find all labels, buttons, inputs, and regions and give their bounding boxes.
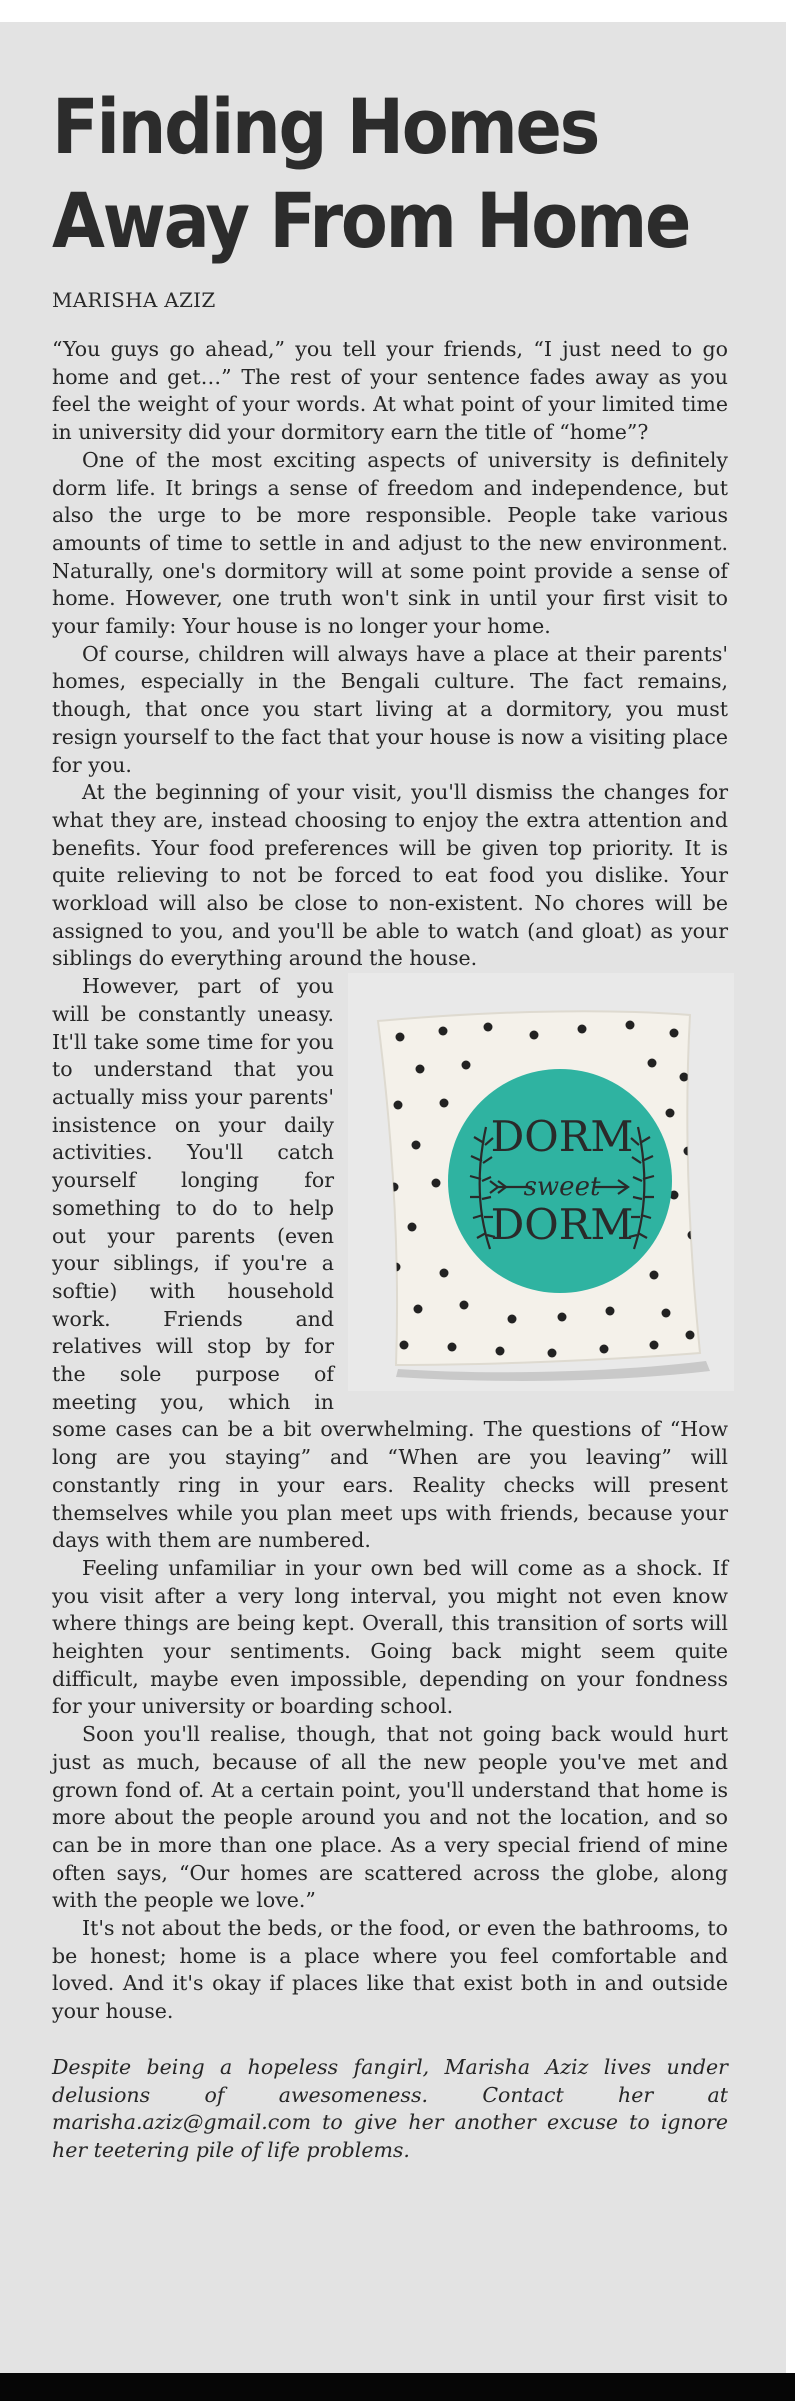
paragraph-8: It's not about the beds, or the food, or even the bathrooms, to be honest; home is a place where you feel comfortable and loved. And it's okay if places like that exist both in and outside your house. [52,1916,728,2024]
paragraph-6: Feeling unfamiliar in your own bed will come as a shock. If you visit after a very long interval, you might not even know where things are being kept. Overall, this transition of sorts will heighten your sentiments. Going back might seem quite difficult, maybe even impossible, depending on your fondness for your university or boarding school. [52,1555,728,1719]
page-background [0,22,795,2373]
paragraph-4: At the beginning of your visit, you'll dismiss the changes for what they are, instead choosing to enjoy the extra attention and benefits. Your food preferences will be given top priority. It is quite relieving to not be forced to eat food you dislike. Your workload will also be close to non-existent. No chores will be assigned to you, and you'll be able to watch (and gloat) as your siblings do everything around the house. [52,780,728,971]
pillow-word-bottom: DORM [490,1200,634,1250]
dorm-sweet-dorm-pillow-image [348,973,734,1391]
author-bio: Despite being a hopeless fangirl, Marisha Aziz lives under delusions of awesomeness. Contact her at marisha.aziz@gmail.com to give her another excuse to ignore her teetering pile of life problems. [52,2054,728,2162]
bottom-bar [0,2373,795,2401]
paragraph-2: One of the most exciting aspects of university is definitely dorm life. It brings a sense of freedom and independence, but also the urge to be more responsible. People take various amounts of time to settle in and adjust to the new environment. Naturally, one's dormitory will at some point provide a sense of home. However, one truth won't sink in until your first visit to your family: Your house is no longer your home. [52,447,728,639]
paragraph-7: Soon you'll realise, though, that not going back would hurt just as much, because of all the new people you've met and grown fond of. At a certain point, you'll understand that home is more about the people around you and not the location, and so can be in more than one place. As a very special friend of mine often says, “Our homes are scattered across the globe, along with the people we love.” [52,1722,728,1913]
title-line-1: Finding Homes [52,82,599,171]
title-line-2: Away From Home [52,176,690,265]
pillow-word-top: DORM [490,1112,634,1162]
article-body [52,336,728,2026]
paragraph-3: Of course, children will always have a place at their parents' homes, especially in the Bengali culture. The fact remains, though, that once you start living at a dormitory, you must resign yourself to the fact that your house is now a visiting place for you. [52,641,728,777]
author-byline: MARISHA AZIZ [52,288,216,312]
article [52,80,728,2165]
paragraph-5: However, part of you will be constantly uneasy. It'll take some time for you to understand that you actually miss your parents' insistence on your daily activities. You'll catch yourself longing for something to do to help out your parents (even your siblings, if you're a softie) with household work. Friends and relatives will stop by for the sole purpose of meeting you, which in some cases can be a bit overwhelming. The questions of “How long are you staying” and “When are you leaving” will constantly ring in your ears. Reality checks will present themselves while you plan meet ups with friends, because your days with them are numbered. [52,974,728,1553]
pillow-illustration [348,973,734,1391]
paragraph-1: “You guys go ahead,” you tell your friends, “I just need to go home and get…” The rest of your sentence fades away as you feel the weight of your words. At what point of your limited time in university did your dormitory earn the title of “home”? [52,337,728,445]
article-title [52,80,690,268]
pillow-word-middle: sweet [523,1172,601,1203]
page-edge [786,0,795,2401]
